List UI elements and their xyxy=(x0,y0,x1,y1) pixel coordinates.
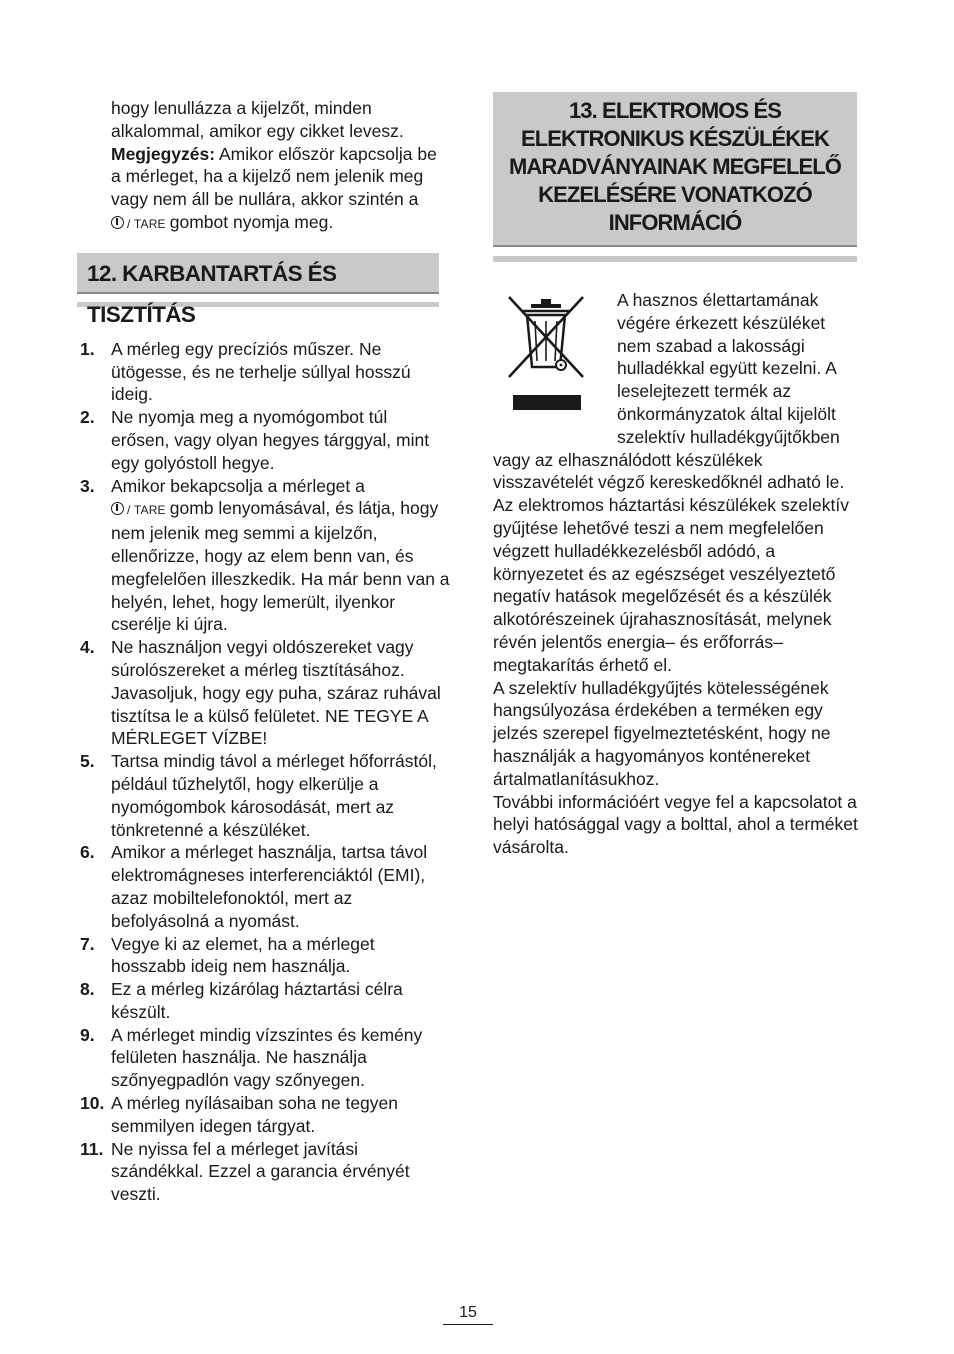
page-number: 15 xyxy=(443,1303,493,1325)
list-item xyxy=(80,338,450,406)
item-text: Ne nyissa fel a mérleget javítási szándékkal. Ezzel a garancia érvényét veszti. xyxy=(111,1138,410,1205)
item-text: Ne használjon vegyi oldószereket vagy súrolószereket a mérleg tisztításához. Javasoljuk, hogy egy puha, száraz ruhával tisztítsa le a külső felületet. NE TEGYE A MÉRLEGET VÍZBE! xyxy=(111,637,441,749)
weee-paragraph-continued: vagy az elhasználódott készülékek visszavételét végző kereskedőknél adható le. Az elektromos háztartási készülékek szelektív gyűjtése lehetővé teszi a nem megfelelően végzett hulladékkezelésből adódó, a környezetet és az egészséget veszélyeztető negatív hatások megelőzését és a készülék alkotórészeinek újrahasznosítását, melynek révén jelentős energia– és erőforrás– megtakarítás érhető el. xyxy=(493,449,849,675)
section-13-heading: 13. ELEKTROMOS ÉS ELEKTRONIKUS KÉSZÜLÉKEK MARADVÁNYAINAK MEGFELELŐ KEZELÉSÉRE VONATKOZÓ INFORMÁCIÓ xyxy=(493,92,857,247)
intro-paragraph xyxy=(80,97,450,236)
item-text: Vegye ki az elemet, ha a mérleget hosszabb ideig nem használja. xyxy=(111,933,375,977)
note-label: Megjegyzés: xyxy=(111,143,216,164)
item-text: A mérleg nyílásaiban soha ne tegyen semmilyen idegen tárgyat. xyxy=(111,1093,398,1136)
list-item xyxy=(80,933,450,979)
item-number: 6. xyxy=(80,842,95,863)
item-number: 9. xyxy=(80,1024,95,1045)
item-text: gomb lenyomásával, és látja, hogy nem jelenik meg semmi a kijelzőn, ellenőrizze, hogy az elem benn van, és megfelelően illeszkedik. Ha már benn van a helyén, lehet, hogy lemerült, ilyenkor cserélje ki újra. xyxy=(111,498,450,635)
power-icon xyxy=(111,502,124,515)
item-text: Ne nyomja meg a nyomógombot túl erősen, vagy olyan hegyes tárggyal, mint egy golyóstoll hegye. xyxy=(111,407,430,473)
item-text: Amikor bekapcsolja a mérleget a xyxy=(111,475,365,496)
item-number: 5. xyxy=(80,751,95,772)
list-item xyxy=(80,1092,450,1138)
item-text: Tartsa mindig távol a mérleget hőforrástól, például tűzhelytől, hogy elkerülje a nyomógombok károsodását, mert az tönkretenné a készüléket. xyxy=(111,751,437,840)
tare-label: / TARE xyxy=(127,503,166,518)
weee-paragraph-2: A szelektív hulladékgyűjtés kötelességének hangsúlyozása érdekében a terméken egy jelzés szerepel figyelmeztetésként, hogy ne használják a hagyományos konténereket ártalmatlanításukhoz. xyxy=(493,677,831,789)
item-number: 11. xyxy=(80,1138,104,1159)
power-icon xyxy=(111,216,124,229)
section-12-heading: 12. KARBANTARTÁS ÉS TISZTÍTÁS xyxy=(77,253,439,294)
intro-line: hogy lenullázza a kijelzőt, minden alkalommal, amikor egy cikket levesz. xyxy=(111,98,404,141)
item-text: A mérleget mindig vízszintes és kemény felületen használja. Ne használja szőnyegpadlón vagy szőnyegen. xyxy=(111,1024,423,1091)
list-item xyxy=(80,750,450,841)
weee-paragraph-3: További információért vegye fel a kapcsolatot a helyi hatósággal vagy a bolttal, ahol a terméket vásárolta. xyxy=(493,791,858,858)
list-item xyxy=(80,636,450,750)
list-item xyxy=(80,978,450,1024)
item-number: 4. xyxy=(80,637,95,658)
crossed-out-bin-icon xyxy=(505,291,587,411)
item-number: 1. xyxy=(80,338,95,359)
item-number: 7. xyxy=(80,933,95,954)
item-text: Amikor a mérleget használja, tartsa távol elektromágneses interferenciáktól (EMI), azaz mobiltelefonoktól, mert az befolyásolná a nyomást. xyxy=(111,842,428,931)
right-column xyxy=(493,92,859,859)
item-number: 8. xyxy=(80,979,95,1000)
item-text: Ez a mérleg kizárólag háztartási célra készült. xyxy=(111,979,403,1022)
item-text: A mérleg egy precíziós műszer. Ne ütögesse, és ne terhelje súllyal hosszú ideig. xyxy=(111,338,411,405)
left-column xyxy=(80,97,450,1206)
tare-label: / TARE xyxy=(127,216,166,231)
list-item xyxy=(80,841,450,932)
list-item xyxy=(80,1024,450,1092)
tare-button-symbol xyxy=(111,503,166,517)
weee-section xyxy=(493,289,859,449)
item-number: 10. xyxy=(80,1093,105,1114)
weee-paragraph-beside-icon: A hasznos élettartamának végére érkezett készüléket nem szabad a lakossági hulladékkal együtt kezelni. A leselejtezett termék az önkormányzatok által kijelölt szelektív hulladékgyűjtőkben xyxy=(617,290,840,447)
maintenance-list xyxy=(80,338,450,1206)
tare-button-symbol xyxy=(111,217,166,231)
list-item xyxy=(80,1138,450,1206)
section-13-divider xyxy=(493,256,857,262)
item-number: 2. xyxy=(80,407,95,428)
item-number: 3. xyxy=(80,475,95,496)
list-item xyxy=(80,406,450,474)
note-end: gombot nyomja meg. xyxy=(169,211,334,232)
note-text: Amikor először kapcsolja be a mérleget, ha a kijelző nem jelenik meg vagy nem áll be nullára, akkor szintén a xyxy=(111,143,437,210)
list-item xyxy=(80,475,450,637)
